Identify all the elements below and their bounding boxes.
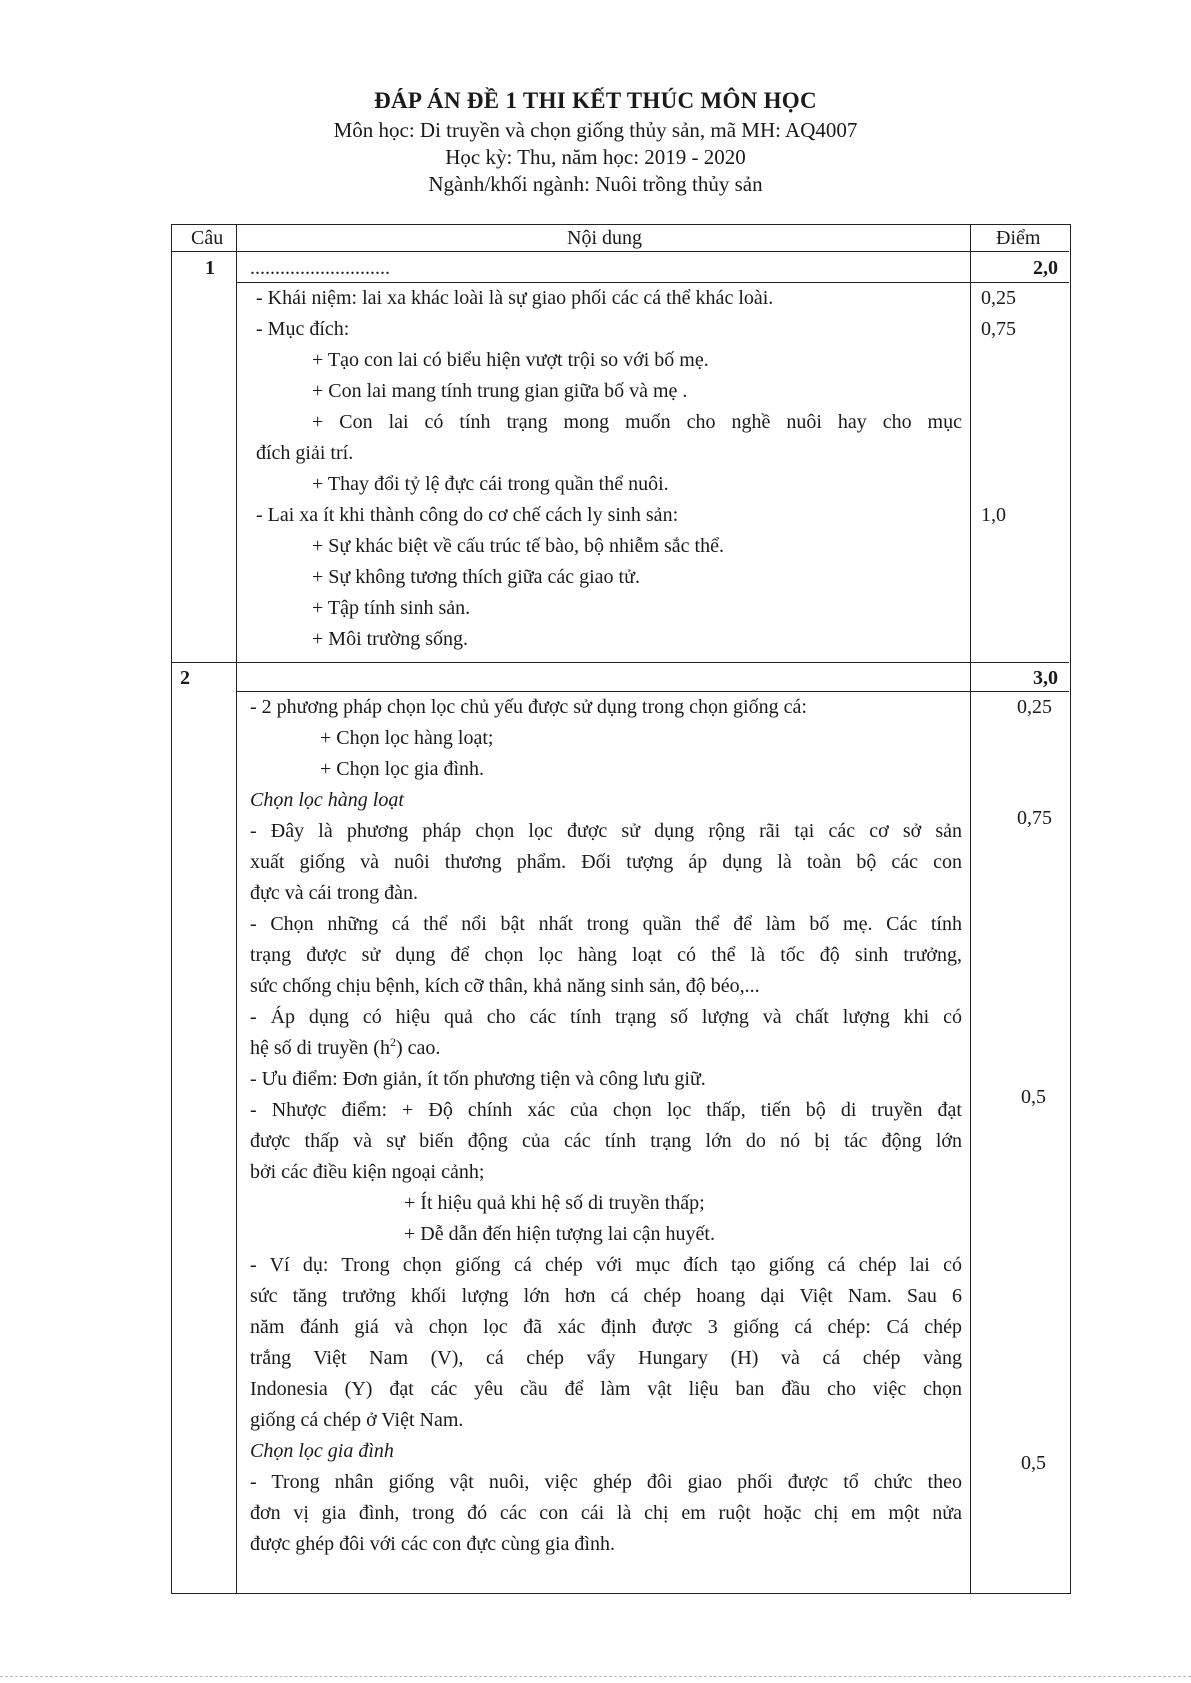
q2-subheading: Chọn lọc gia đình (250, 1440, 394, 1462)
q1-total-score: 2,0 (1033, 257, 1058, 279)
q2-line: đơn vị gia đình, trong đó các con cái là chị em ruột hoặc chị em một nửa (250, 1502, 962, 1524)
major-line: Ngành/khối ngành: Nuôi trồng thủy sản (428, 172, 763, 196)
q2-line: được thấp và sự biến động của các tính trạng lớn do nó bị tác động lớn (250, 1130, 962, 1152)
q2-line: trạng được sử dụng để chọn lọc hàng loạt có thể là tốc độ sinh trưởng, (250, 944, 962, 966)
q2-line: + Ít hiệu quả khi hệ số di truyền thấp; (404, 1192, 705, 1214)
q2-line: + Chọn lọc hàng loạt; (320, 727, 494, 749)
q1-line: + Thay đổi tỷ lệ đực cái trong quần thể nuôi. (312, 473, 669, 495)
q2-line: - 2 phương pháp chọn lọc chủ yếu được sử dụng trong chọn giống cá: (250, 696, 807, 718)
document-title: ĐÁP ÁN ĐỀ 1 THI KẾT THÚC MÔN HỌC (374, 88, 817, 113)
q2-score: 0,75 (1017, 807, 1052, 829)
q2-line: - Ví dụ: Trong chọn giống cá chép với mục đích tạo giống cá chép lai có (250, 1254, 962, 1276)
col-header-noi-dung: Nội dung (567, 227, 642, 249)
q1-total-divider (236, 282, 1069, 283)
q2-line: sức tăng trưởng khối lượng lớn hơn cá chép hoang dại Việt Nam. Sau 6 (250, 1285, 962, 1307)
q2-line: - Ưu điểm: Đơn giản, ít tốn phương tiện và công lưu giữ. (250, 1068, 706, 1090)
q2-line: năm đánh giá và chọn lọc đã xác định được 3 giống cá chép: Cá chép (250, 1316, 962, 1338)
q2-total-divider (236, 691, 1069, 692)
column-divider (236, 225, 237, 1593)
q2-line: bởi các điều kiện ngoại cảnh; (250, 1161, 485, 1183)
q2-line: + Chọn lọc gia đình. (320, 758, 485, 780)
term-line: Học kỳ: Thu, năm học: 2019 - 2020 (445, 145, 746, 169)
q1-line: đích giải trí. (256, 442, 354, 464)
q2-line: Indonesia (Y) đạt các yêu cầu để làm vật liệu ban đầu cho việc chọn (250, 1378, 962, 1400)
q2-line: - Đây là phương pháp chọn lọc được sử dụng rộng rãi tại các cơ sở sản (250, 820, 962, 842)
q2-line: sức chống chịu bệnh, kích cỡ thân, khả năng sinh sản, độ béo,... (250, 975, 760, 997)
q1-line: + Tập tính sinh sản. (312, 597, 471, 619)
q2-line: - Nhược điểm: + Độ chính xác của chọn lọc thấp, tiến bộ di truyền đạt (250, 1099, 962, 1121)
q1-score: 0,25 (981, 287, 1016, 309)
q2-line: đực và cái trong đàn. (250, 882, 418, 904)
q2-line: - Trong nhân giống vật nuôi, việc ghép đôi giao phối được tổ chức theo (250, 1471, 962, 1493)
col-header-diem: Điểm (996, 227, 1041, 249)
q2-line: - Chọn những cá thể nổi bật nhất trong quần thể để làm bố mẹ. Các tính (250, 913, 962, 935)
answer-table (171, 224, 1071, 1594)
q1-q2-divider (172, 662, 1069, 663)
q2-line: được ghép đôi với các con đực cùng gia đình. (250, 1533, 615, 1555)
q1-number: 1 (205, 257, 215, 279)
q1-line: + Sự khác biệt về cấu trúc tế bào, bộ nhiễm sắc thể. (312, 535, 724, 557)
q2-line: giống cá chép ở Việt Nam. (250, 1409, 464, 1431)
q2-number: 2 (180, 667, 190, 689)
q2-line: hệ số di truyền $(h^2)$ cao. (250, 1035, 441, 1059)
q2-score: 0,25 (1017, 696, 1052, 718)
q1-score: 0,75 (981, 318, 1016, 340)
page-edge-line (0, 1676, 1191, 1677)
q1-line: - Lai xa ít khi thành công do cơ chế cách ly sinh sản: (256, 504, 679, 526)
q1-line: + Môi trường sống. (312, 628, 469, 650)
q2-line: + Dễ dẫn đến hiện tượng lai cận huyết. (404, 1223, 715, 1245)
q2-line: xuất giống và nuôi thương phẩm. Đối tượng áp dụng là toàn bộ các con (250, 851, 962, 873)
q2-subheading: Chọn lọc hàng loạt (250, 789, 404, 811)
q2-score: 0,5 (1021, 1086, 1046, 1108)
q1-dots: ............................ (250, 257, 390, 279)
q2-line: - Áp dụng có hiệu quả cho các tính trạng số lượng và chất lượng khi có (250, 1006, 962, 1028)
course-line: Môn học: Di truyền và chọn giống thủy sản, mã MH: AQ4007 (333, 118, 858, 142)
q1-line: + Sự không tương thích giữa các giao tử. (312, 566, 640, 588)
q1-line: + Con lai có tính trạng mong muốn cho nghề nuôi hay cho mục (312, 411, 962, 433)
column-divider (970, 225, 971, 1593)
q2-line: trắng Việt Nam (V), cá chép vẩy Hungary (H) và cá chép vàng (250, 1347, 962, 1369)
q2-score: 0,5 (1021, 1452, 1046, 1474)
q1-line: + Tạo con lai có biểu hiện vượt trội so với bố mẹ. (312, 349, 709, 371)
header-divider (172, 251, 1069, 252)
q1-line: + Con lai mang tính trung gian giữa bố và mẹ . (312, 380, 688, 402)
q2-total-score: 3,0 (1033, 667, 1058, 689)
q1-score: 1,0 (981, 504, 1006, 526)
col-header-cau: Câu (191, 227, 224, 249)
q1-line: - Khái niệm: lai xa khác loài là sự giao phối các cá thể khác loài. (256, 287, 774, 309)
q1-line: - Mục đích: (256, 318, 350, 340)
